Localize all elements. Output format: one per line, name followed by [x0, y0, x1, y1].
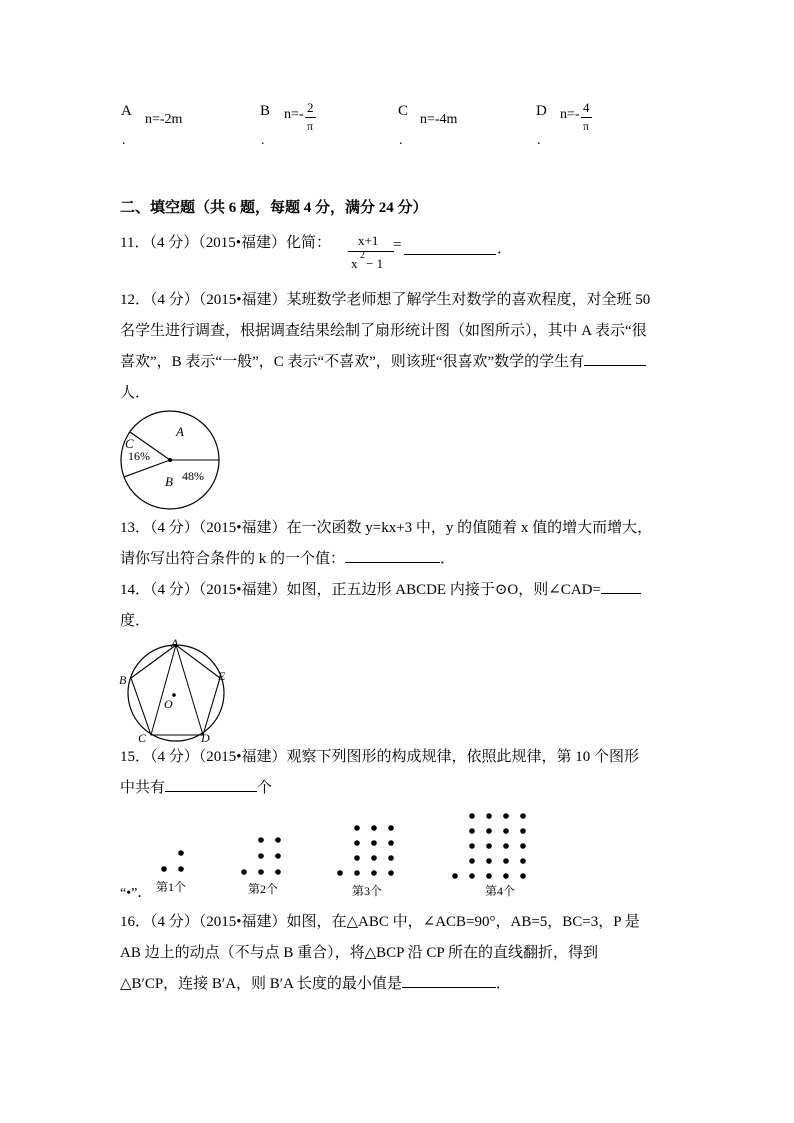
option-c-dot: .	[399, 133, 403, 148]
q15-answer-blank	[165, 775, 257, 792]
option-b-numerator: 2	[307, 100, 314, 115]
question-16	[120, 907, 680, 1000]
option-d-denominator: π	[583, 119, 590, 133]
q13-end: ．	[440, 551, 456, 567]
q16-line-3	[120, 969, 680, 1000]
q11-denominator-rest: − 1	[366, 256, 384, 271]
option-b-prefix: n=-	[284, 107, 304, 122]
option-d-fraction-bar	[581, 117, 592, 118]
question-15	[120, 742, 680, 804]
dot	[241, 869, 247, 875]
pie-percent-b: 48%	[182, 469, 204, 483]
pie-center-point	[168, 458, 172, 462]
dot	[469, 828, 475, 834]
dot	[258, 837, 264, 843]
circumcircle	[128, 645, 224, 741]
figure-2-dots	[241, 837, 281, 875]
question-13	[120, 513, 680, 575]
figure-1-dots	[161, 850, 184, 872]
q11-answer-blank	[404, 238, 496, 255]
option-d-letter: D	[536, 103, 547, 119]
dot	[388, 855, 394, 861]
q16-answer-blank	[402, 971, 496, 988]
dot	[503, 828, 509, 834]
center-point-o	[172, 693, 176, 697]
dot	[178, 850, 184, 856]
dot	[503, 813, 509, 819]
q11-equals: =	[393, 237, 402, 253]
dot	[161, 866, 167, 872]
dot	[337, 870, 343, 876]
dot	[258, 853, 264, 859]
q11-denominator-x: x	[351, 256, 358, 271]
label-c: C	[138, 731, 147, 744]
pie-chart-figure	[116, 408, 226, 512]
dot	[275, 853, 281, 859]
pie-label-b: B	[165, 474, 173, 489]
label-d: D	[201, 731, 210, 744]
q15-line-2	[120, 773, 680, 804]
q11-denominator-exponent: 2	[360, 250, 365, 261]
dot	[486, 813, 492, 819]
pentagon-abcde	[131, 645, 220, 735]
option-d-numerator: 4	[583, 100, 590, 115]
dot	[354, 855, 360, 861]
dot	[486, 828, 492, 834]
dot	[371, 855, 377, 861]
section-title: 二、填空题（共 6 题，每题 4 分，满分 24 分）	[120, 200, 428, 216]
q12-line-4: 人．	[120, 385, 151, 401]
q15-line-1: 15．（4 分）（2015•福建）观察下列图形的构成规律，依照此规律，第 10 个图形	[120, 749, 640, 765]
dot	[354, 840, 360, 846]
dot	[469, 843, 475, 849]
label-o: O	[164, 697, 173, 711]
dot	[469, 873, 475, 879]
dot	[388, 825, 394, 831]
dot	[469, 858, 475, 864]
question-12	[120, 285, 680, 409]
option-b-letter: B	[260, 103, 271, 119]
q16-line-2: AB 边上的动点（不与点 B 重合），将△BCP 沿 CP 所在的直线翻折，得到	[120, 945, 598, 961]
pie-label-a: A	[176, 424, 184, 439]
dot	[503, 873, 509, 879]
dot	[452, 873, 458, 879]
dot	[486, 843, 492, 849]
option-b-dot: .	[261, 133, 265, 148]
dot	[371, 870, 377, 876]
q14-line-1-text: 14．（4 分）（2015•福建）如图，正五边形 ABCDE 内接于⊙O，则∠CAD=	[120, 582, 601, 598]
dot-pattern-figure	[120, 808, 540, 900]
segment-ac	[151, 645, 176, 735]
q14-answer-blank	[601, 577, 641, 594]
segment-ad	[176, 645, 203, 735]
dot	[258, 869, 264, 875]
figure-2-label: 第2个	[248, 882, 279, 896]
option-a-text: n=-2m	[145, 112, 183, 127]
q11-fraction-bar	[348, 251, 394, 252]
q16-end: ．	[495, 976, 511, 992]
figure-4-label: 第4个	[485, 884, 516, 898]
q16-line-1: 16．（4 分）（2015•福建）如图，在△ABC 中，∠ACB=90°，AB=5，BC=3，P 是	[120, 914, 640, 930]
q13-line-1: 13．（4 分）（2015•福建）在一次函数 y=kx+3 中，y 的值随着 x 值的增大而增大，	[120, 520, 653, 536]
q12-answer-blank	[584, 349, 646, 366]
q11-prefix: 11．（4 分）（2015•福建）化简：	[120, 235, 331, 251]
pentagon-circle-figure	[114, 636, 238, 744]
option-c-letter: C	[398, 103, 409, 119]
option-b-fraction-bar	[305, 117, 316, 118]
dot	[486, 858, 492, 864]
option-a-dot: .	[122, 133, 126, 148]
label-b: B	[119, 673, 127, 687]
figure-3-label: 第3个	[352, 884, 383, 898]
dot-pattern-svg	[120, 808, 540, 882]
option-c-text: n=-4m	[420, 112, 458, 127]
dot	[178, 866, 184, 872]
dot	[388, 840, 394, 846]
option-d-prefix: n=-	[560, 107, 580, 122]
q15-line-2-prefix: 中共有	[120, 780, 166, 796]
question-14	[120, 575, 680, 637]
label-e: E	[218, 669, 226, 683]
q13-line-2-text: 请你写出符合条件的 k 的一个值：	[120, 551, 346, 567]
dot	[503, 843, 509, 849]
q11-end: ．	[497, 241, 513, 257]
q13-line-2	[120, 544, 680, 575]
label-a: A	[171, 636, 179, 650]
dot	[371, 825, 377, 831]
pie-percent-c: 16%	[128, 449, 150, 463]
dot	[520, 873, 526, 879]
dot	[520, 813, 526, 819]
option-b-denominator: π	[307, 119, 314, 133]
figure-3-dots	[337, 825, 394, 876]
dot	[469, 813, 475, 819]
q13-answer-blank	[345, 546, 440, 563]
dot	[275, 837, 281, 843]
q12-line-2: 名学生进行调查，根据调查结果绘制了扇形统计图（如图所示），其中 A 表示“很	[120, 323, 647, 339]
q12-line-3	[120, 347, 680, 378]
dot	[388, 870, 394, 876]
option-d-dot: .	[537, 133, 541, 148]
figure-1-label: 第1个	[156, 880, 187, 894]
q14-line-2: 度．	[120, 613, 151, 629]
dot	[520, 843, 526, 849]
q16-line-3-text: △B′CP，连接 B′A，则 B′A 长度的最小值是	[120, 976, 402, 992]
q15-line-2-suffix: 个	[257, 780, 273, 796]
pie-label-c: C	[125, 436, 134, 451]
dot	[371, 840, 377, 846]
q12-line-3-text: 喜欢”，B 表示“一般”，C 表示“不喜欢”，则该班“很喜欢”数学的学生有	[120, 354, 585, 370]
dot	[486, 873, 492, 879]
figure-4-dots	[452, 813, 526, 879]
q14-line-1	[120, 575, 680, 606]
option-a-letter: A	[121, 103, 132, 119]
q11-numerator: x+1	[358, 233, 379, 248]
dot	[520, 828, 526, 834]
dot	[520, 858, 526, 864]
dot	[354, 825, 360, 831]
dot	[275, 869, 281, 875]
q12-line-1: 12．（4 分）（2015•福建）某班数学老师想了解学生对数学的喜欢程度，对全班 50	[120, 292, 651, 308]
dot	[503, 858, 509, 864]
dot	[354, 870, 360, 876]
figure-1-quote: “•”．	[120, 886, 152, 901]
